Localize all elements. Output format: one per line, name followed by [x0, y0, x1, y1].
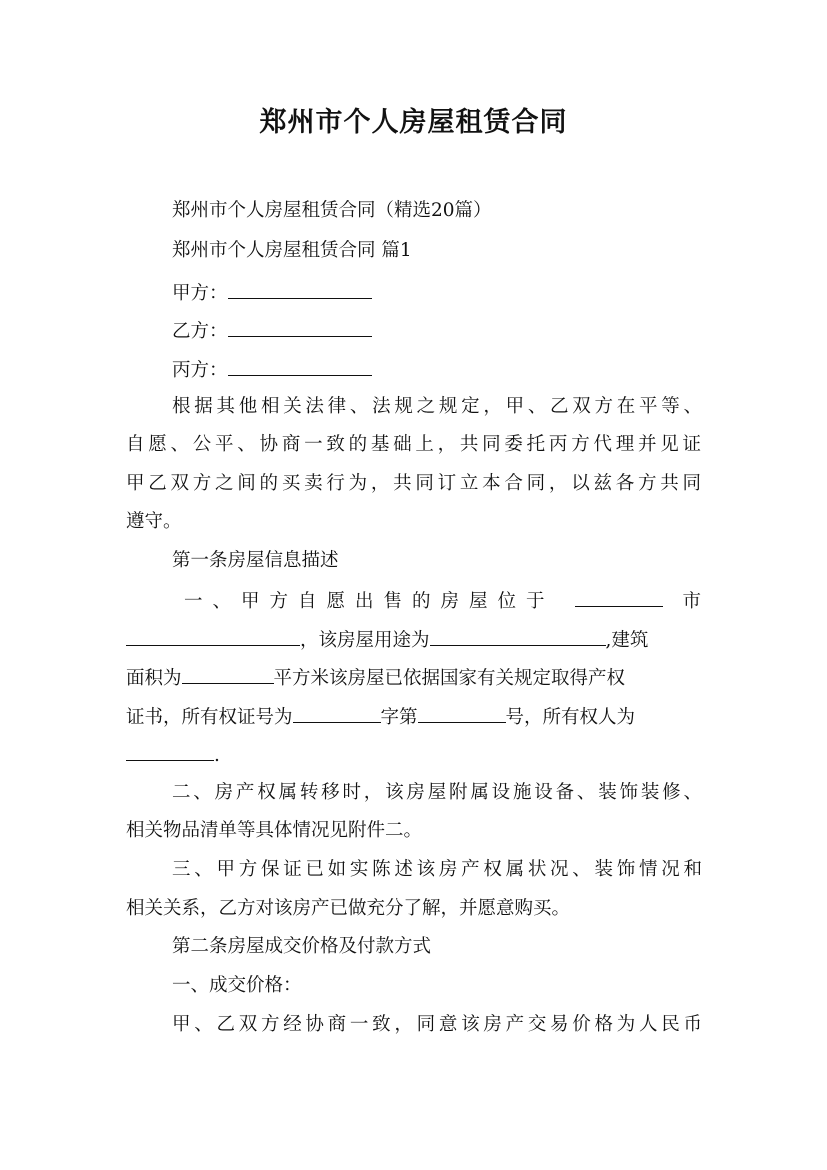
article1-para3-line2: 相关关系，乙方对该房产已做充分了解，并愿意购买。 [126, 898, 571, 919]
party-b-line [172, 317, 702, 345]
article1-para2-line2: 相关物品清单等具体情况见附件二。 [126, 820, 423, 841]
party-c-label: 丙方： [172, 360, 228, 381]
usage-label: ，该房屋用途为 [300, 630, 430, 651]
section-heading: 郑州市个人房屋租赁合同 篇1 [172, 240, 412, 261]
area-clause: 平方米该房屋已依据国家有关规定取得产权 [273, 668, 626, 689]
area-label-start: ,建筑 [605, 630, 649, 651]
intro-line-2: 自愿、公平、协商一致的基础上，共同委托丙方代理并见证 [126, 434, 701, 455]
article2-para1: 一、成交价格： [172, 975, 302, 996]
intro-line-1: 根据其他相关法律、法规之规定，甲、乙双方在平等、 [172, 396, 702, 417]
party-c-blank [228, 356, 372, 376]
article2-para2: 甲、乙双方经协商一致，同意该房产交易价格为人民币 [172, 1014, 702, 1035]
article1-para1-line5 [126, 741, 701, 769]
party-b-blank [228, 317, 372, 337]
party-c-line [172, 356, 702, 384]
party-a-label: 甲方： [172, 283, 228, 304]
address-blank [126, 626, 300, 646]
article2-heading: 第二条房屋成交价格及付款方式 [172, 936, 432, 957]
city-suffix: 市 [682, 591, 701, 612]
owner-label: 号，所有权人为 [505, 707, 636, 728]
city-blank [575, 587, 663, 607]
article1-para1-line4 [126, 703, 701, 731]
party-b-label: 乙方： [172, 321, 228, 342]
article1-para3-line1: 三、甲方保证已如实陈述该房产权属状况、装饰情况和 [172, 859, 702, 880]
cert-blank-2 [418, 703, 506, 723]
article1-heading: 第一条房屋信息描述 [172, 550, 339, 571]
document-title: 郑州市个人房屋租赁合同 [259, 107, 568, 138]
article1-para1-line3 [126, 664, 701, 692]
cert-label: 证书，所有权证号为 [126, 707, 293, 728]
intro-line-4: 遵守。 [126, 511, 182, 532]
article1-para1-line1 [184, 587, 701, 615]
article1-para2-line1: 二、房产权属转移时，该房屋附属设施设备、装饰装修、 [172, 782, 702, 803]
document-subtitle: 郑州市个人房屋租赁合同（精选20篇） [172, 200, 492, 221]
area-label: 面积为 [126, 668, 182, 689]
owner-blank [126, 741, 214, 761]
party-a-blank [228, 279, 372, 299]
intro-line-3: 甲乙双方之间的买卖行为，共同订立本合同，以兹各方共同 [126, 473, 701, 494]
location-clause: 一、甲方自愿出售的房屋位于 [184, 591, 555, 612]
period: . [214, 745, 220, 766]
party-a-line [172, 279, 702, 307]
usage-blank [430, 626, 606, 646]
cert-blank-1 [293, 703, 381, 723]
article1-para1-line2 [126, 626, 701, 654]
area-blank [182, 664, 274, 684]
cert-mid: 字第 [380, 707, 418, 728]
